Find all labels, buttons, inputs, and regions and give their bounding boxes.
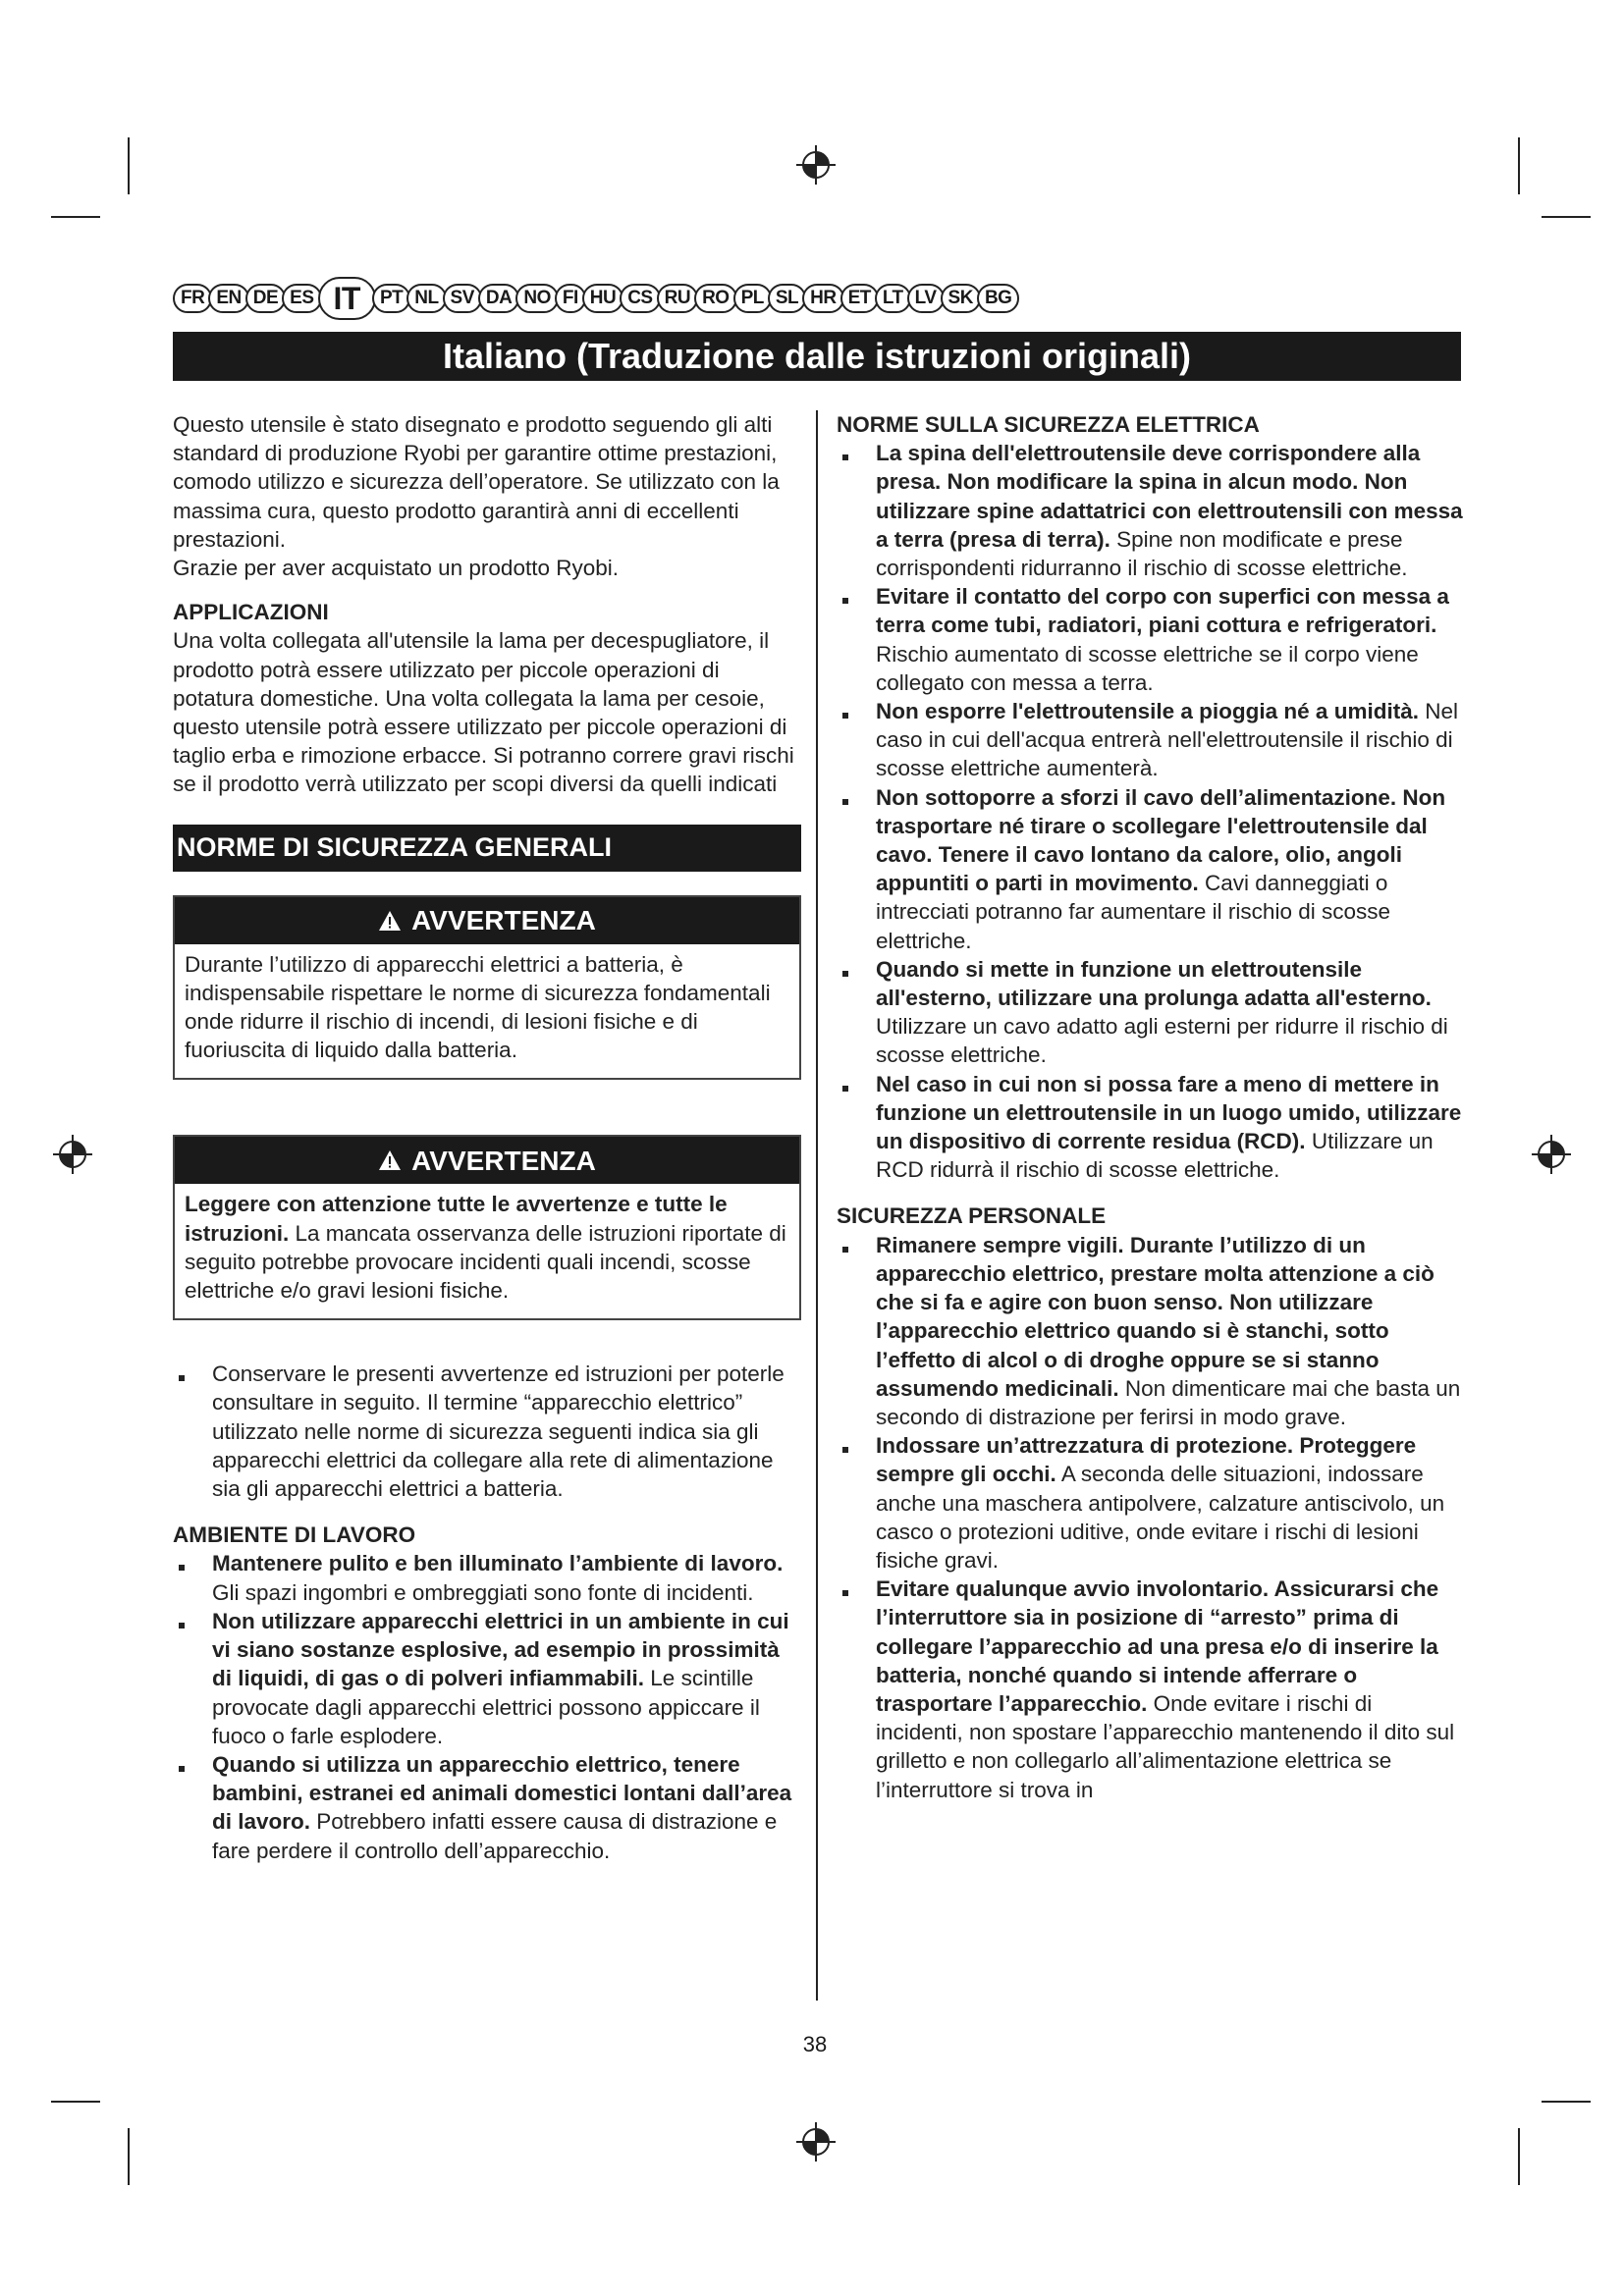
list-item [837, 955, 1465, 1070]
language-tab-ru[interactable]: RU [657, 284, 698, 313]
list-item [173, 1750, 801, 1865]
language-tab-lv[interactable]: LV [907, 284, 945, 313]
list-item [837, 582, 1465, 697]
list-item-text: Utilizzare un RCD ridurrà il rischio di scosse elettriche. [876, 1129, 1434, 1183]
list-item-bold: La spina dell'elettroutensile deve corrispondere alla presa. Non modificare la spina in alcun modo. Non utilizzare spine adattatrici con elettroutensili con messa a terra (presa di terra). [876, 441, 1463, 552]
crop-mark [51, 2101, 100, 2103]
warning-triangle-icon [378, 1149, 402, 1171]
page-number: 38 [802, 2032, 828, 2056]
list-item [173, 1549, 801, 1606]
list-item: Conservare le presenti avvertenze ed istruzioni per poterle consultare in seguito. Il termine “apparecchio elettrico” utilizzato nelle norme di sicurezza seguenti indica sia gli apparecchi elettrici da collegare alla rete di alimentazione sia gli apparecchi elettrici a batteria. [173, 1360, 801, 1503]
list-item-bold: Rimanere sempre vigili. Durante l’utilizzo di un apparecchio elettrico, prestare molta attenzione a ciò che si fa e agire con buon senso. Non utilizzare l’apparecchio elettrico quando si è stanchi, sotto l’effetto di alcol o di droghe oppure se si stanno assumendo medicinali. [876, 1232, 1435, 1401]
list-item [837, 1575, 1465, 1804]
crop-mark [1542, 216, 1591, 218]
list-item-bold: Evitare qualunque avvio involontario. Assicurarsi che l’interruttore sia in posizione di “arresto” prima di collegare l’apparecchio ad una presa e/o di inserire la batteria, nonché quando si intende afferrare o trasportare l’apparecchio. [876, 1576, 1439, 1716]
list-item [837, 1431, 1465, 1575]
right-column [837, 410, 1465, 1804]
list-item-text: Cavi danneggiati o intrecciati potranno far aumentare il rischio di scosse elettriche. [876, 871, 1390, 953]
list-item [837, 439, 1465, 582]
list-item-text: Non dimenticare mai che basta un secondo di distrazione per ferirsi in modo grave. [876, 1375, 1461, 1429]
list-item-bold: Indossare un’attrezzatura di protezione. Proteggere sempre gli occhi. [876, 1433, 1417, 1487]
registration-mark-icon [796, 145, 836, 185]
language-tab-hr[interactable]: HR [802, 284, 843, 313]
list-item-text: Utilizzare un cavo adatto agli esterni per ridurre il rischio di scosse elettriche. [876, 1014, 1448, 1068]
list-item-text: Le scintille provocate dagli apparecchi elettrici possono appiccare il fuoco o farle esplodere. [212, 1666, 760, 1748]
warning-label: AVVERTENZA [411, 905, 596, 936]
language-tab-sl[interactable]: SL [768, 284, 806, 313]
language-tab-pl[interactable]: PL [733, 284, 772, 313]
crop-mark [128, 2128, 130, 2185]
list-item-text: Nel caso in cui dell'acqua entrerà nell'elettroutensile il rischio di scosse elettriche aumenterà. [876, 699, 1458, 781]
list-item-text: A seconda delle situazioni, indossare anche una maschera antipolvere, calzature antiscivolo, un casco o protezioni uditive, onde evitare i rischi di lesioni fisiche gravi. [876, 1462, 1445, 1573]
list-item [837, 1231, 1465, 1431]
applicazioni-text: Una volta collegata all'utensile la lama per decespugliatore, il prodotto potrà essere utilizzato per piccole operazioni di potatura domestiche. Una volta collegata la lama per cesoie, questo utensile potrà essere utilizzato per piccole operazioni di taglio erba e rimozione erbacce. Si potranno correre gravi rischi se il prodotto verrà utilizzato per scopi diversi da quelli indicati [173, 628, 794, 797]
list-item-bold: Quando si mette in funzione un elettroutensile all'esterno, utilizzare una prolunga adatta all'esterno. [876, 956, 1432, 1011]
language-tab-sv[interactable]: SV [443, 284, 482, 313]
list-item-text: Gli spazi ingombri e ombreggiati sono fonte di incidenti. [212, 1579, 754, 1605]
list-item-text: Rischio aumentato di scosse elettriche se il corpo viene collegato con messa a terra. [876, 641, 1419, 695]
language-tab-no[interactable]: NO [515, 284, 559, 313]
warning-box [173, 895, 801, 1081]
language-tab-pt[interactable]: PT [372, 284, 410, 313]
language-tab-ro[interactable]: RO [694, 284, 737, 313]
warning-box [173, 1135, 801, 1320]
list-item-bold: Non esporre l'elettroutensile a pioggia né a umidità. [876, 699, 1419, 724]
language-tab-et[interactable]: ET [840, 284, 879, 313]
language-tab-hu[interactable]: HU [582, 284, 623, 313]
language-tab-bg[interactable]: BG [977, 284, 1020, 313]
language-tab-de[interactable]: DE [245, 284, 286, 313]
language-tab-fi[interactable]: FI [555, 284, 586, 313]
intro-paragraph: Questo utensile è stato disegnato e prodotto seguendo gli alti standard di produzione Ryobi per garantire ottime prestazioni, comodo utilizzo e sicurezza dell’operatore. Se utilizzato con la massima cura, questo prodotto garantirà anni di eccellenti prestazioni. [173, 412, 780, 552]
registration-mark-icon [53, 1135, 92, 1174]
warning-triangle-icon [378, 910, 402, 932]
warning-header [175, 1137, 799, 1184]
warning-regular-text: La mancata osservanza delle istruzioni riportate di seguito potrebbe provocare incidenti quali incendi, scosse elettriche e/o gravi lesioni fisiche. [185, 1220, 786, 1304]
crop-mark [1518, 2128, 1520, 2185]
warning-header [175, 897, 799, 944]
language-tab-lt[interactable]: LT [875, 284, 911, 313]
language-tab-en[interactable]: EN [208, 284, 248, 313]
warning-bold-text: Leggere con attenzione tutte le avvertenze e tutte le istruzioni. [185, 1192, 728, 1246]
left-column [173, 410, 801, 1865]
language-tab-fr[interactable]: FR [173, 284, 212, 313]
list-item-bold: Quando si utilizza un apparecchio elettrico, tenere bambini, estranei ed animali domestici lontani dall’area di lavoro. [212, 1751, 792, 1835]
list-item-bold: Evitare il contatto del corpo con superfici con messa a terra come tubi, radiatori, piani cottura e refrigeratori. [876, 584, 1449, 638]
section-heading-elettrica: NORME SULLA SICUREZZA ELETTRICA [837, 412, 1260, 437]
intro-thanks: Grazie per aver acquistato un prodotto Ryobi. [173, 556, 619, 581]
list-item-text: Spine non modificate e prese corrispondenti ridurranno il rischio di scosse elettriche. [876, 526, 1408, 581]
list-item-text: Onde evitare i rischi di incidenti, non spostare l’apparecchio mantenendo il dito sul grilletto e non collegarlo all’alimentazione elettrica se l’interruttore si trova in [876, 1690, 1455, 1802]
crop-mark [1518, 137, 1520, 194]
warning-label: AVVERTENZA [411, 1145, 596, 1176]
crop-mark [51, 216, 100, 218]
section-heading-ambiente: AMBIENTE DI LAVORO [173, 1522, 416, 1548]
language-tab-sk[interactable]: SK [941, 284, 981, 313]
registration-mark-icon [796, 2122, 836, 2162]
list-item [837, 697, 1465, 783]
registration-mark-icon [1532, 1135, 1571, 1174]
crop-mark [128, 137, 130, 194]
section-heading-norme: NORME DI SICUREZZA GENERALI [173, 825, 801, 872]
crop-mark [1542, 2101, 1591, 2103]
language-tab-cs[interactable]: CS [620, 284, 660, 313]
list-item-text: Potrebbero infatti essere causa di distrazione e fare perdere il controllo dell’apparecchio. [212, 1809, 778, 1863]
list-item [837, 783, 1465, 955]
list-item-bold: Nel caso in cui non si possa fare a meno di mettere in funzione un elettroutensile in un luogo umido, utilizzare un dispositivo di corrente residua (RCD). [876, 1071, 1462, 1154]
warning-text [175, 1184, 799, 1318]
list-item-bold: Non sottoporre a sforzi il cavo dell’alimentazione. Non trasportare né tirare o scollegare l'elettroutensile dal cavo. Tenere il cavo lontano da calore, olio, angoli appuntiti o parti in movimento. [876, 784, 1446, 896]
list-item-bold: Mantenere pulito e ben illuminato l’ambiente di lavoro. [212, 1551, 784, 1576]
language-tab-it[interactable]: IT [318, 277, 376, 320]
list-item [837, 1070, 1465, 1185]
section-heading-personale: SICUREZZA PERSONALE [837, 1203, 1107, 1229]
list-item-bold: Non utilizzare apparecchi elettrici in un ambiente in cui vi siano sostanze esplosive, ad esempio in prossimità di liquidi, di gas o di polveri infiammabili. [212, 1608, 789, 1691]
warning-text: Durante l’utilizzo di apparecchi elettrici a batteria, è indispensabile rispettare le norme di sicurezza fondamentali onde ridurre il rischio di incendi, di lesioni fisiche e di fuoriuscita di liquido dalla batteria. [185, 951, 771, 1063]
language-bar [173, 277, 1465, 320]
list-item [173, 1607, 801, 1750]
section-heading-applicazioni: APPLICAZIONI [173, 600, 329, 625]
language-tab-nl[interactable]: NL [406, 284, 446, 313]
page-title: Italiano (Traduzione dalle istruzioni originali) [173, 332, 1461, 381]
language-tab-es[interactable]: ES [282, 284, 321, 313]
language-tab-da[interactable]: DA [478, 284, 519, 313]
column-divider [816, 410, 818, 2001]
